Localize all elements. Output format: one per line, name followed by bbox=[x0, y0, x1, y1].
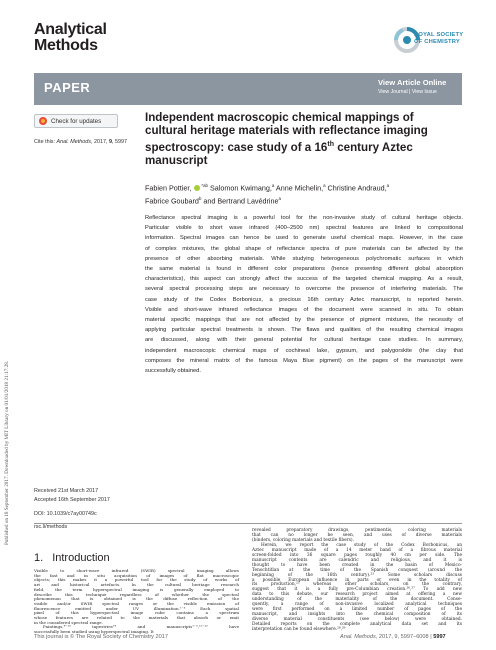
abstract bbox=[145, 213, 463, 376]
title-line: Independent macroscopic chemical mappings of bbox=[145, 111, 414, 124]
abstract-line: composes the mineral matrix of the famous Maya Blue pigment) on the pages of the manuscript were bbox=[145, 357, 463, 364]
body-line: screen-folded into 36 square pages roughly 40 cm per side. The bbox=[252, 552, 462, 558]
footer-journal: Anal. Methods bbox=[340, 634, 376, 640]
article-dates bbox=[34, 487, 110, 533]
body-line: fluorescence emitted under UV illumination.¹⁻³ Each spatial bbox=[34, 605, 239, 611]
view-article-online-link[interactable]: View Article Online bbox=[378, 78, 447, 87]
section-heading-introduction bbox=[34, 552, 110, 564]
journal-title bbox=[34, 22, 107, 54]
body-line: Detailed reports on the complete analytical data set and its bbox=[252, 622, 462, 628]
body-line: whose features are related to the materials that absorb or emit bbox=[34, 615, 239, 621]
abstract-line: Particular visible to short wave infrared (400–2500 nm) spectral features are linked to compositional bbox=[145, 225, 463, 232]
body-line: visible and/or SWIR spectral ranges or the visible emission of bbox=[34, 600, 239, 606]
author-name[interactable]: Anne Michelin, bbox=[274, 183, 324, 193]
check-for-updates-label: Check for updates bbox=[51, 117, 102, 125]
side-note-text: Published on 18 September 2017. Downloaded by MIT Library on 01/01/2018 21:17:28. bbox=[4, 360, 10, 545]
body-line: revealed preparatory drawings, pentimentis, coloring materials bbox=[252, 528, 462, 533]
abstract-line: Visible and short-wave infrared reflectance images of the document were scanned in situ. To obtain bbox=[145, 306, 463, 313]
author-name[interactable]: Fabrice Goubard bbox=[145, 196, 199, 206]
publisher-line1: ROYAL SOCIETY bbox=[414, 32, 464, 38]
body-line: were first performed on a limited number of pages of the bbox=[252, 607, 462, 613]
title-superscript: th bbox=[327, 140, 334, 148]
affiliation-marker: a bbox=[386, 183, 390, 188]
body-line: manuscript, and insights into the chemical composition of its bbox=[252, 612, 462, 618]
copyright-footer: This journal is © The Royal Society of Chemistry 2017 bbox=[34, 634, 168, 640]
body-line: manuscript contents are calendric and religious, and it is bbox=[252, 557, 462, 563]
body-line: (binders, coloring materials and textile fibers). bbox=[252, 537, 354, 543]
section-divider bbox=[34, 523, 462, 524]
body-line: suggest that it is a fully pre-Columbian creation.²⁶,²⁷ To add new bbox=[252, 587, 462, 593]
title-line-part: century Aztec bbox=[333, 140, 413, 154]
body-line: a possible European influence in parts or even in the totality of bbox=[252, 577, 462, 583]
abstract-line: are discussed, along with their general potential for cultural heritage case studies. In summary, bbox=[145, 337, 463, 344]
body-line: Visible to short-wave infrared (SWIR) spectral imaging allows bbox=[34, 568, 239, 573]
article-title bbox=[145, 111, 455, 167]
affiliation-marker: a bbox=[271, 183, 275, 188]
body-line: the fast and in situ acquisition of images of flat macroscopic bbox=[34, 572, 239, 578]
cite-year: , 2017, bbox=[90, 139, 108, 145]
author-list bbox=[145, 180, 445, 207]
footer-volume-pages: , 2017, 9, 5997–6008 | bbox=[375, 634, 432, 640]
article-type-label: PAPER bbox=[44, 80, 91, 95]
doi[interactable]: DOI: 10.1039/c7ay00749c bbox=[34, 510, 97, 517]
journal-title-line2: Methods bbox=[34, 37, 98, 54]
journal-title-line1: Analytical bbox=[34, 21, 107, 38]
cite-prefix: Cite this: bbox=[34, 139, 55, 145]
view-journal-issue-links[interactable]: View Journal | View Issue bbox=[378, 89, 437, 95]
abstract-line: several spectral processing steps are necessary to overcome the presence of interfering materials. The bbox=[145, 286, 463, 293]
body-line: phenomenon that is obtained is the diffuse reflection of the bbox=[34, 596, 239, 602]
abstract-line: material specific mappings that are not affected by the presence of pigment mixtures, the necessity of bbox=[145, 317, 463, 324]
body-column-left bbox=[34, 569, 239, 635]
body-line: successfully been studied using hyperspectral imaging. It bbox=[34, 629, 154, 635]
abstract-line: of complex mixtures, the global shape of reflectance spectra of pure materials can be affected by the bbox=[145, 245, 463, 252]
author-name[interactable]: and Bertrand Lavédrine bbox=[201, 196, 279, 206]
body-line: Herein, we report the case study of the Codex Borbonicus, an bbox=[261, 542, 462, 548]
body-line: data to this debate, our research project aimed at offering a new bbox=[252, 592, 462, 598]
title-line: manuscript bbox=[145, 154, 208, 168]
body-line: diverse material constituents (see below) were obtained. bbox=[252, 617, 462, 623]
abstract-line: presence of other absorbing materials. While studying heterogeneous polychromatic surfaces in which bbox=[145, 255, 463, 262]
affiliation-marker: a bbox=[323, 183, 326, 188]
journal-site-link[interactable]: rsc.li/methods bbox=[34, 524, 68, 531]
abstract-line: characteristics), this aspect can strongly affect the success of the targeted chemical mapping. As a result, bbox=[145, 276, 463, 283]
publisher-name bbox=[414, 32, 463, 45]
abstract-line: Reflectance spectral imaging is a powerful tool for the non-invasive study of cultural heritage objects. bbox=[145, 215, 463, 221]
author-name[interactable]: Christine Andraud, bbox=[325, 183, 387, 193]
publisher-line2: OF CHEMISTRY bbox=[414, 38, 460, 45]
body-line: quently, a range of non-invasive localized analytical techniques bbox=[252, 602, 462, 608]
body-line: interpretation can be found elsewhere.²⁸,²⁹ bbox=[252, 627, 346, 633]
title-line-part: spectroscopy: case study of a 16 bbox=[145, 140, 328, 154]
body-line: field, the term hyperspectral imaging is generally employed to bbox=[34, 586, 239, 592]
body-line: in the considered spectral range. bbox=[34, 619, 103, 625]
affiliation-marker: a bbox=[278, 196, 281, 202]
abstract-line: independent macroscopic chemical maps of cochineal lake, gypsum, and palygorskite (the clay that bbox=[145, 347, 463, 354]
body-line: its production,²⁵ whereas other scholars, on the contrary, bbox=[252, 582, 462, 588]
affiliation-marker: *ab bbox=[201, 183, 208, 188]
cite-pages: , 5997 bbox=[111, 139, 127, 145]
section-title: Introduction bbox=[52, 552, 110, 564]
body-line: describe this technique regardless of whether the spectral bbox=[34, 591, 239, 597]
body-column-right bbox=[252, 529, 462, 633]
cite-volume: 9 bbox=[108, 139, 112, 145]
abstract-line: successfully obtained. bbox=[145, 368, 201, 375]
title-line: cultural heritage materials with reflectance imaging bbox=[145, 124, 428, 138]
crossmark-icon bbox=[39, 117, 47, 125]
page-number: 5997 bbox=[433, 634, 446, 640]
cite-journal: Anal. Methods bbox=[56, 139, 91, 145]
page-footer bbox=[340, 634, 446, 640]
abstract-line: information. Spectral images can hence be used to generate useful chemical maps. However, in the case bbox=[145, 235, 463, 242]
body-line: Aztec manuscript made of a 14 meter band of a fibrous material bbox=[252, 547, 462, 553]
check-for-updates-button[interactable] bbox=[34, 114, 118, 128]
body-line: pixel of this hyperspectral image cube contains a spectrum bbox=[34, 610, 239, 616]
received-date: Received 21st March 2017 bbox=[34, 488, 99, 494]
body-line: understanding of the materiality of the document. Conse- bbox=[252, 597, 462, 603]
affiliation-marker: b bbox=[198, 196, 202, 202]
body-line: beginning of the 16th century).²³ Some scholars discuss bbox=[252, 572, 462, 578]
download-side-note bbox=[4, 145, 12, 545]
abstract-line: case study of the Codex Borbonicus, a precious 16th century Aztec manuscript, is reported herein. bbox=[145, 296, 463, 303]
author-name[interactable]: Salomon Kwimang, bbox=[207, 183, 272, 193]
footnote-line bbox=[140, 636, 141, 637]
abstract-line: the same material is found in different color preparations (hence presenting different global absorption bbox=[145, 266, 463, 273]
abstract-line: applying particular spectral treatments is shown. The flaws and qualities of the resulting chemical images bbox=[145, 327, 463, 334]
body-line: Tenochtitlan at the time of the Spanish conquest (around the bbox=[252, 567, 462, 573]
author-name[interactable]: Fabien Pottier, bbox=[145, 183, 192, 193]
citation bbox=[34, 139, 127, 145]
body-line: art and historical artefacts. In the cultural heritage research bbox=[34, 582, 239, 588]
title-line bbox=[145, 138, 455, 154]
orcid-icon[interactable] bbox=[194, 185, 200, 191]
accepted-date: Accepted 16th September 2017 bbox=[34, 497, 110, 504]
section-number: 1. bbox=[34, 552, 44, 564]
body-line: thought to have been created in the basin of Mexico- bbox=[252, 562, 462, 568]
body-line: that can no longer be seen, and uses of diverse materials bbox=[252, 532, 462, 538]
body-line: objects; this makes it a powerful tool for the study of works of bbox=[34, 577, 239, 583]
body-line: Paintings,⁴⁻¹³ tapestries¹⁴ and manuscripts¹⁻³,¹⁵⁻²² have bbox=[43, 624, 239, 630]
